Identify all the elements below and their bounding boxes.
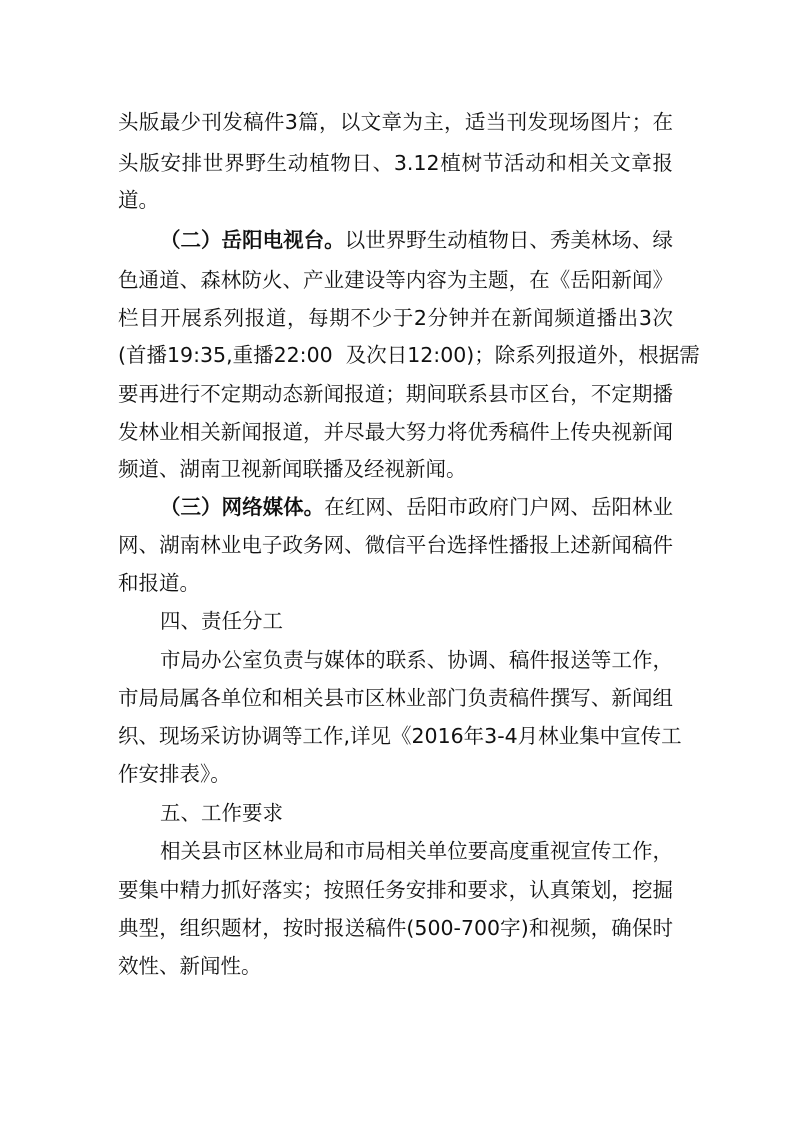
line-text: 织、现场采访协调等工作,详见《2016年3-4月林业集中宣传工 bbox=[118, 724, 682, 748]
body-line bbox=[118, 455, 673, 483]
body-line bbox=[118, 266, 673, 294]
body-line bbox=[118, 952, 673, 980]
body-line bbox=[118, 149, 673, 177]
body-line bbox=[118, 186, 673, 214]
line-text: 作安排表》。 bbox=[118, 762, 231, 786]
section-heading: （三）网络媒体。 bbox=[160, 495, 325, 519]
line-text: 网、湖南林业电子政务网、微信平台选择性播报上述新闻稿件 bbox=[118, 533, 673, 557]
body-line bbox=[160, 646, 673, 674]
body-line bbox=[118, 722, 682, 750]
body-line bbox=[118, 760, 673, 788]
line-text: 头版最少刊发稿件3篇，以文章为主，适当刊发现场图片；在 bbox=[118, 110, 673, 134]
line-text: 四、责任分工 bbox=[160, 609, 283, 633]
body-line bbox=[118, 304, 673, 332]
body-line bbox=[118, 914, 673, 942]
body-line bbox=[118, 876, 673, 904]
line-text: 要再进行不定期动态新闻报道；期间联系县市区台，不定期播 bbox=[118, 382, 673, 406]
line-text: 道。 bbox=[118, 188, 159, 212]
line-text: 效性、新闻性。 bbox=[118, 954, 262, 978]
body-line bbox=[118, 380, 673, 408]
body-line bbox=[118, 418, 673, 446]
line-text: 栏目开展系列报道，每期不少于2分钟并在新闻频道播出3次 bbox=[118, 306, 673, 330]
body-line bbox=[118, 569, 673, 597]
section-title bbox=[160, 799, 673, 827]
line-text: 头版安排世界野生动植物日、3.12植树节活动和相关文章报 bbox=[118, 151, 673, 175]
line-text: 市局办公室负责与媒体的联系、协调、稿件报送等工作， bbox=[160, 648, 673, 672]
line-text: 市局局属各单位和相关县市区林业部门负责稿件撰写、新闻组 bbox=[118, 686, 673, 710]
line-text: 和报道。 bbox=[118, 571, 200, 595]
section-heading: （二）岳阳电视台。 bbox=[160, 228, 345, 252]
line-text: 五、工作要求 bbox=[160, 801, 283, 825]
line-text: (首播19:35,重播22:00 及次日12:00)；除系列报道外，根据需 bbox=[118, 343, 700, 367]
body-line bbox=[118, 341, 700, 369]
line-text: 相关县市区林业局和市局相关单位要高度重视宣传工作， bbox=[160, 839, 673, 863]
line-text: 在红网、岳阳市政府门户网、岳阳林业 bbox=[324, 495, 674, 519]
line-text: 频道、湖南卫视新闻联播及经视新闻。 bbox=[118, 457, 467, 481]
body-line bbox=[160, 493, 673, 521]
line-text: 要集中精力抓好落实；按照任务安排和要求，认真策划，挖掘 bbox=[118, 878, 673, 902]
line-text: 色通道、森林防火、产业建设等内容为主题，在《岳阳新闻》 bbox=[118, 268, 673, 292]
section-title bbox=[160, 607, 673, 635]
line-text: 以世界野生动植物日、秀美林场、绿 bbox=[344, 228, 673, 252]
body-line bbox=[118, 531, 673, 559]
body-line bbox=[118, 684, 673, 712]
body-line bbox=[160, 837, 673, 865]
body-line bbox=[160, 226, 673, 254]
line-text: 发林业相关新闻报道，并尽最大努力将优秀稿件上传央视新闻 bbox=[118, 420, 673, 444]
line-text: 典型，组织题材，按时报送稿件(500-700字)和视频，确保时 bbox=[118, 916, 673, 940]
body-line bbox=[118, 108, 673, 136]
